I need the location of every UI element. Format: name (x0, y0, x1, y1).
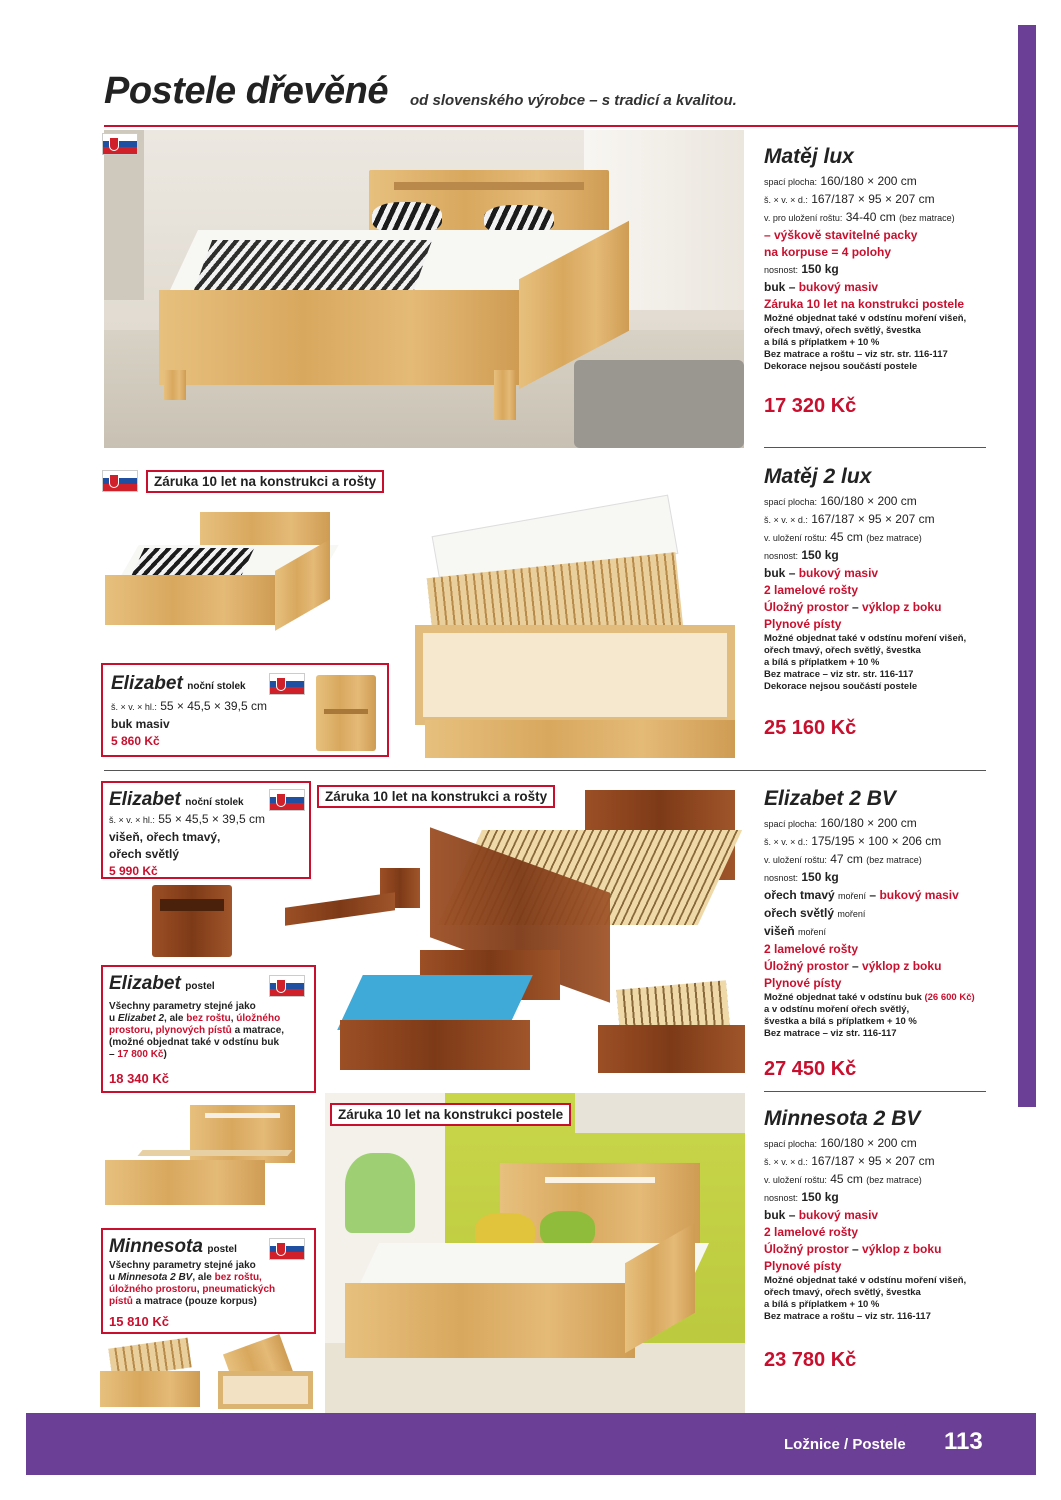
separator (104, 770, 986, 771)
matej2-lux-photo (100, 500, 340, 650)
footer-section: Ložnice / Postele (784, 1436, 906, 1453)
warranty-callout: Záruka 10 let na konstrukci a rošty (146, 470, 384, 493)
price: 15 810 Kč (109, 1314, 169, 1329)
price: 17 320 Kč (764, 395, 857, 417)
elizabet-bed-box: Elizabet postel Všechny parametry stejné jako u Elizabet 2, ale bez roštu, úložného prostoru, plynových pístů a matrace, (možné objednat také v odstínu buk – 17 800 Kč) 18 340 Kč (101, 965, 316, 1093)
dark-nightstand-image (152, 885, 232, 957)
elizabet2-bv-info: Elizabet 2 BV spací plocha: 160/180 × 200 cm š. × v. × d.: 175/195 × 100 × 206 cm v. uložení roštu: 47 cm (bez matrace) nosnost: 150 kg ořech tmavý moření – bukový masiv ořech světlý moření višeň moření 2 lamelové rošty Úložný prostor – výklop z boku Plynové písty Možné objednat také v odstínu buk (26 600 Kč) a v odstínu moření ořech světlý, švestka a bílá s příplatkem + 10 % Bez matrace – viz str. 116-117 27 450 Kč (764, 787, 1014, 1081)
nightstand-image (316, 675, 376, 751)
matej-lux-photo (104, 130, 744, 448)
warranty-callout: Záruka 10 let na konstrukci postele (330, 1103, 571, 1126)
elizabet-nightstand-dark-box: Elizabet noční stolek š. × v. × hl.: 55 × 45,5 × 39,5 cm višeň, ořech tmavý, ořech světlý 5 990 Kč (101, 781, 311, 879)
bed-frame-thumb (285, 860, 425, 930)
storage-thumb-2 (208, 1343, 318, 1413)
price: 27 450 Kč (764, 1058, 857, 1080)
slovak-flag-icon (269, 1238, 305, 1260)
page-title: Postele dřevěné (104, 70, 388, 112)
warranty-callout: Záruka 10 let na konstrukci a rošty (317, 785, 555, 808)
elizabet2-bv-photo (430, 790, 745, 970)
slovak-flag-icon (102, 133, 138, 155)
product-name: Matěj 2 lux (764, 465, 872, 488)
elizabet-nightstand-buk-box: Elizabet noční stolek š. × v. × hl.: 55 × 45,5 × 39,5 cm buk masiv 5 860 Kč (101, 663, 389, 757)
minnesota2-bv-photo (325, 1093, 745, 1415)
side-tab (1018, 25, 1036, 1107)
storage-open-photo (598, 985, 745, 1075)
price: 18 340 Kč (109, 1071, 169, 1086)
page-number: 113 (944, 1428, 983, 1455)
page-subtitle: od slovenského výrobce – s tradicí a kvalitou. (410, 92, 737, 109)
product-name: Matěj lux (764, 145, 854, 168)
minnesota-bed-box: Minnesota postel Všechny parametry stejné jako u Minnesota 2 BV, ale bez roštu, úložného prostoru, pneumatických pístů a matrace (pouze korpus) 15 810 Kč (101, 1228, 316, 1334)
minnesota2-bv-info: Minnesota 2 BV spací plocha: 160/180 × 200 cm š. × v. × d.: 167/187 × 95 × 207 cm v. uložení roštu: 45 cm (bez matrace) nosnost: 150 kg buk – bukový masiv 2 lamelové rošty Úložný prostor – výklop z boku Plynové písty Možné objednat také v odstínu moření višeň, ořech tmavý, ořech světlý, švestka a bílá s příplatkem + 10 % Bez matrace a roštu – viz str. 116-117 23 780 Kč (764, 1107, 1014, 1372)
storage-bed-photo (395, 505, 745, 760)
matej2-lux-info: Matěj 2 lux spací plocha: 160/180 × 200 cm š. × v. × d.: 167/187 × 95 × 207 cm v. uložení roštu: 45 cm (bez matrace) nosnost: 150 kg buk – bukový masiv 2 lamelové rošty Úložný prostor – výklop z boku Plynové písty Možné objednat také v odstínu moření višeň, ořech tmavý, ořech světlý, švestka a bílá s příplatkem + 10 % Bez matrace – viz str. str. 116-117 Dekorace nejsou součástí postele 25 160 Kč (764, 465, 1014, 740)
product-name: Minnesota 2 BV (764, 1107, 921, 1130)
elizabet-bed-photo (340, 950, 570, 1080)
separator (764, 1091, 986, 1092)
product-name: Elizabet 2 BV (764, 787, 896, 810)
header-divider (104, 125, 1018, 127)
slovak-flag-icon (269, 673, 305, 695)
storage-thumb-1 (100, 1343, 200, 1413)
matej-lux-info: Matěj lux spací plocha: 160/180 × 200 cm š. × v. × d.: 167/187 × 95 × 207 cm v. pro uložení roštu: 34-40 cm (bez matrace) – výškově stavitelné packy na korpuse = 4 polohy nosnost: 150 kg buk – bukový masiv Záruka 10 let na konstrukci postele Možné objednat také v odstínu moření višeň, ořech tmavý, ořech světlý, švestka a bílá s příplatkem + 10 % Bez matrace a roštu – viz str. str. 116-117 Dekorace nejsou součástí postele 17 320 Kč (764, 145, 1014, 418)
price: 25 160 Kč (764, 717, 857, 739)
separator (764, 447, 986, 448)
price: 23 780 Kč (764, 1349, 857, 1371)
slovak-flag-icon (102, 470, 138, 492)
slovak-flag-icon (269, 789, 305, 811)
minnesota-frame-photo (100, 1105, 315, 1225)
slovak-flag-icon (269, 975, 305, 997)
